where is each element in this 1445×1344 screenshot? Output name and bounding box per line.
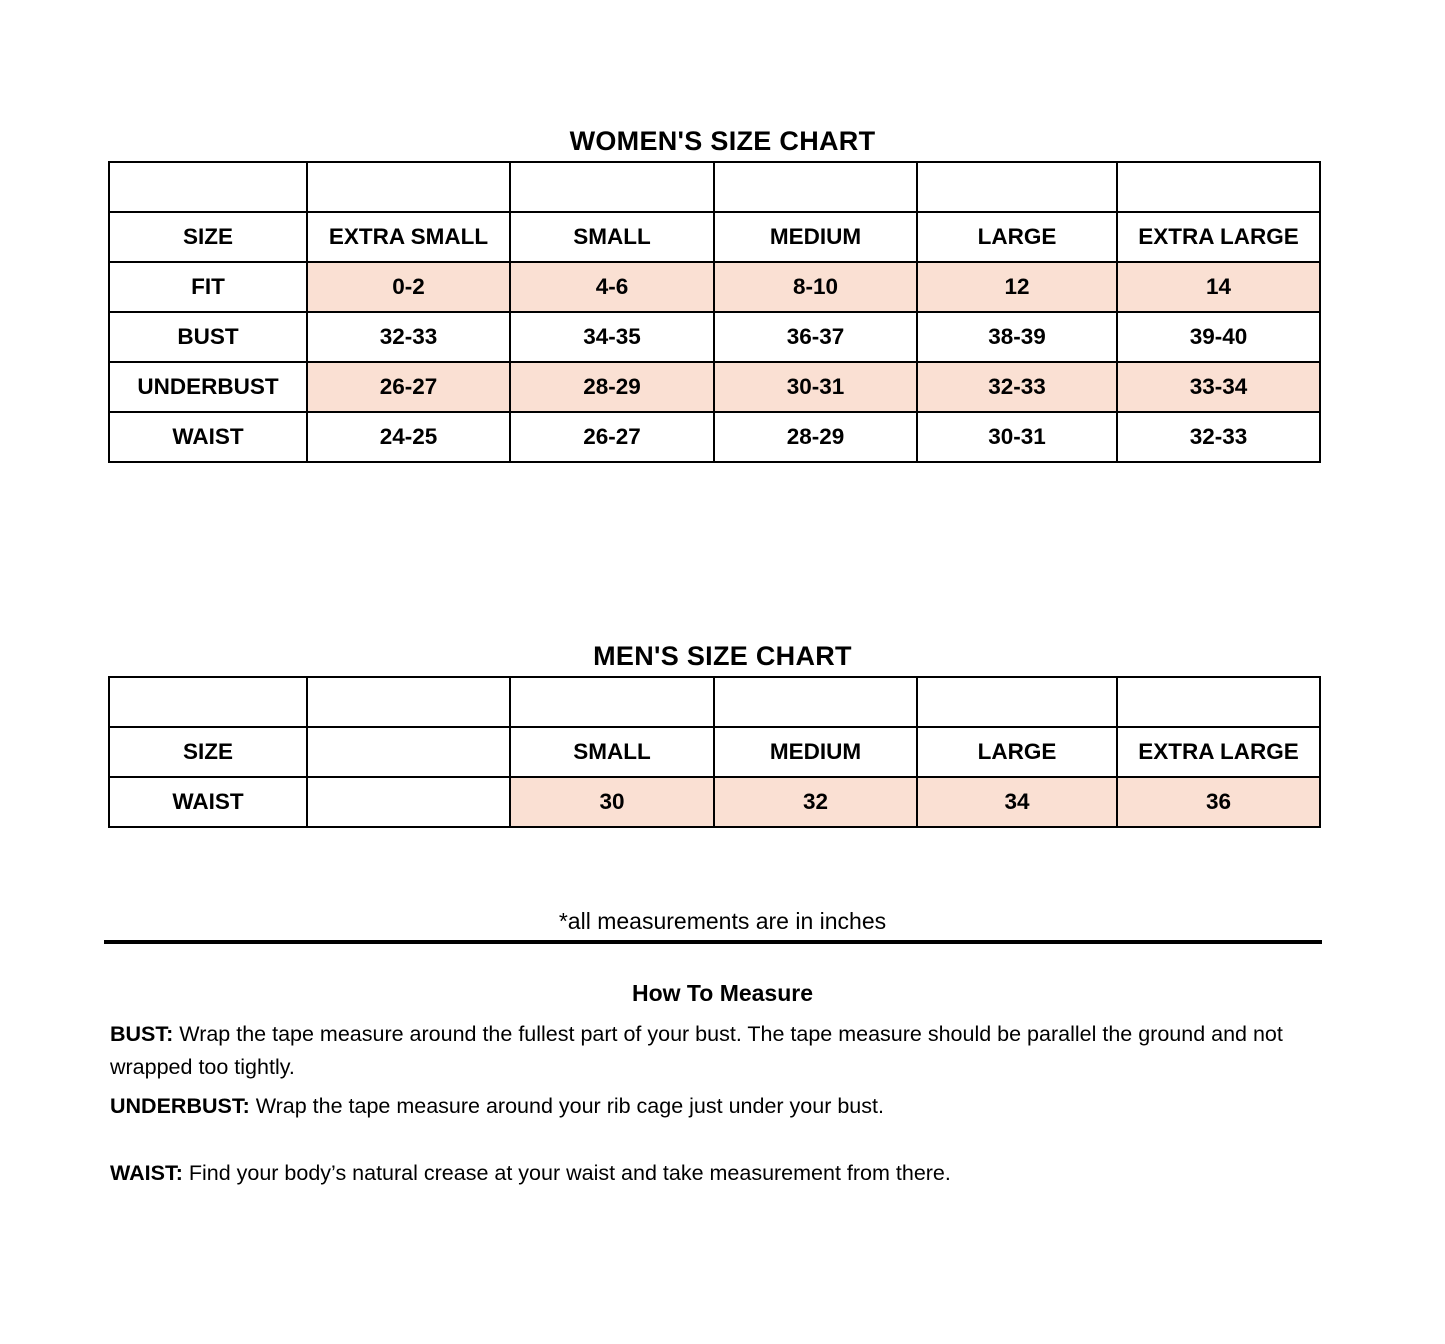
column-header-large: LARGE — [917, 212, 1117, 262]
table-spacer-row — [109, 162, 1320, 212]
measure-term-underbust: UNDERBUST: — [110, 1094, 250, 1118]
column-header-blank — [307, 727, 510, 777]
cell-fit-m: 8-10 — [714, 262, 917, 312]
cell-waist-l: 30-31 — [917, 412, 1117, 462]
mens-size-table — [108, 676, 1321, 828]
spacer-cell — [109, 162, 307, 212]
cell-fit-xs: 0-2 — [307, 262, 510, 312]
measure-text-bust: Wrap the tape measure around the fullest part of your bust. The tape measure should be parallel the ground and not wrapped too tightly. — [110, 1022, 1283, 1079]
cell-waist-blank — [307, 777, 510, 827]
row-label-waist: WAIST — [109, 412, 307, 462]
measure-term-waist: WAIST: — [110, 1161, 183, 1185]
cell-waist-s: 26-27 — [510, 412, 714, 462]
cell-waist-xl: 36 — [1117, 777, 1320, 827]
measure-term-bust: BUST: — [110, 1022, 174, 1046]
cell-waist-xl: 32-33 — [1117, 412, 1320, 462]
how-to-measure-underbust — [110, 1090, 1320, 1123]
table-row-fit — [109, 262, 1320, 312]
cell-waist-m: 32 — [714, 777, 917, 827]
cell-bust-s: 34-35 — [510, 312, 714, 362]
cell-bust-xl: 39-40 — [1117, 312, 1320, 362]
cell-underbust-s: 28-29 — [510, 362, 714, 412]
cell-underbust-m: 30-31 — [714, 362, 917, 412]
cell-fit-l: 12 — [917, 262, 1117, 312]
spacer-cell — [1117, 677, 1320, 727]
row-label-fit: FIT — [109, 262, 307, 312]
column-header-extra-large: EXTRA LARGE — [1117, 727, 1320, 777]
womens-size-table — [108, 161, 1321, 463]
column-header-size: SIZE — [109, 727, 307, 777]
table-row-waist — [109, 412, 1320, 462]
mens-chart-title: MEN'S SIZE CHART — [593, 641, 852, 671]
mens-header-row — [109, 727, 1320, 777]
cell-waist-l: 34 — [917, 777, 1117, 827]
cell-bust-l: 38-39 — [917, 312, 1117, 362]
column-header-large: LARGE — [917, 727, 1117, 777]
how-to-measure-waist — [110, 1157, 1320, 1190]
column-header-extra-large: EXTRA LARGE — [1117, 212, 1320, 262]
row-label-bust: BUST — [109, 312, 307, 362]
horizontal-divider — [104, 940, 1322, 944]
cell-underbust-l: 32-33 — [917, 362, 1117, 412]
spacer-cell — [510, 162, 714, 212]
column-header-extra-small: EXTRA SMALL — [307, 212, 510, 262]
measure-text-waist: Find your body’s natural crease at your waist and take measurement from there. — [182, 1161, 951, 1185]
spacer-cell — [307, 162, 510, 212]
row-label-waist: WAIST — [109, 777, 307, 827]
spacer-cell — [109, 677, 307, 727]
column-header-medium: MEDIUM — [714, 212, 917, 262]
table-row-waist — [109, 777, 1320, 827]
womens-header-row — [109, 212, 1320, 262]
row-label-underbust: UNDERBUST — [109, 362, 307, 412]
table-spacer-row — [109, 677, 1320, 727]
cell-waist-xs: 24-25 — [307, 412, 510, 462]
column-header-small: SMALL — [510, 212, 714, 262]
spacer-cell — [714, 677, 917, 727]
table-row-underbust — [109, 362, 1320, 412]
spacer-cell — [307, 677, 510, 727]
cell-bust-m: 36-37 — [714, 312, 917, 362]
column-header-small: SMALL — [510, 727, 714, 777]
cell-fit-s: 4-6 — [510, 262, 714, 312]
spacer-cell — [714, 162, 917, 212]
column-header-size: SIZE — [109, 212, 307, 262]
womens-chart-title: WOMEN'S SIZE CHART — [569, 126, 876, 156]
measurement-units-note: *all measurements are in inches — [558, 908, 887, 934]
cell-waist-s: 30 — [510, 777, 714, 827]
cell-fit-xl: 14 — [1117, 262, 1320, 312]
column-header-medium: MEDIUM — [714, 727, 917, 777]
how-to-measure-title: How To Measure — [631, 980, 814, 1006]
spacer-cell — [917, 677, 1117, 727]
spacer-cell — [1117, 162, 1320, 212]
cell-waist-m: 28-29 — [714, 412, 917, 462]
how-to-measure-bust — [110, 1018, 1320, 1084]
cell-bust-xs: 32-33 — [307, 312, 510, 362]
table-row-bust — [109, 312, 1320, 362]
cell-underbust-xs: 26-27 — [307, 362, 510, 412]
spacer-cell — [917, 162, 1117, 212]
cell-underbust-xl: 33-34 — [1117, 362, 1320, 412]
measure-text-underbust: Wrap the tape measure around your rib cage just under your bust. — [249, 1094, 884, 1118]
spacer-cell — [510, 677, 714, 727]
